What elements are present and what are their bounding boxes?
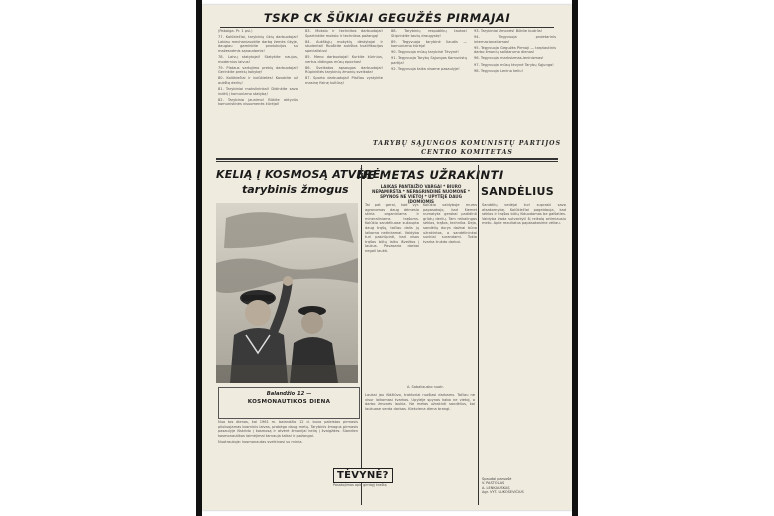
masthead-title: TSKP CK ŠŪKIAI GEGUŽĖS PIRMAJAI <box>263 11 511 25</box>
article-main-column-3: Laukai jau išdžiūvo, traktoriai ruošiasi darbams. Tačiau ne visur laikomasi tvarkos. Upytėje spynos kabo ne vietoj, o darbo žmonės laukia. Ne metas užrakinti sandėlius, kai laukuose verda darbas. Kiekviena diena brangi. <box>365 393 475 411</box>
slogans-column-2: 83. Mokslo ir technikos darbuotojai! Spartinkite mokslo ir technikos pažangą! 84. Aukštųjų mokyklų dėstytojai ir studentai! Ruoškite aukštos kvalifikacijos specialistus! 85. Meno darbuotojai! Kurkite kūrinius, vertus didingos mūsų epochos! 86. Sveikatos apsaugos darbuotojai! Rūpinkitės tarybinių žmonių sveikata! 87. Sporto darbuotojai! Plačiau vystykite masinę fizinę kultūrą! <box>305 29 383 85</box>
article-footer: Spaudai paruošė V. PASTOLAS A. LENKAUSKAS Agr. VYT. LUKOŠEVIČIUS <box>482 477 524 495</box>
masthead-rule <box>220 27 554 28</box>
article-left-headline: KELIĄ Į KOSMOSĄ ATVĖRĖ <box>216 168 381 181</box>
tevyne-heading: TĖVYNĖ? <box>333 468 393 483</box>
article-main-headline: NE METAS UŽRAKINTI <box>357 168 504 182</box>
article-main-column-2: Kolūkio valdyboje mums papasakojo, kad šiemet numatyta gerokai padidinti grūdų derlių. Tam reikalingos sėklos, trąšos, technika. Deja, sandėlių durys dažnai būna užrakintos, o sandėlininkai sunkiai surandami. Tokia tvarka trukdo darbui. <box>423 203 477 244</box>
photo-caption-box <box>218 387 360 419</box>
caption-date: Balandžio 12 — <box>266 391 312 397</box>
column-rule-2 <box>478 165 479 505</box>
section-divider <box>216 158 558 160</box>
signature-line-1: TARYBŲ SĄJUNGOS KOMUNISTŲ PARTIJOS <box>372 140 562 147</box>
article-main-column-4: Sandėlių vedėjai turi suprasti savo atsakomybę. Kolūkiečiai pageidauja, kad sėklos ir trąšos būtų išduodamos be gaišaties. Valdyba žada sutvarkyti šį reikalą artimiausiu metu. Apie rezultatus papasakosime vėliau. <box>482 203 566 226</box>
article-main-headline-tail: SANDĖLIUS <box>481 185 554 198</box>
cosmonaut-photo <box>216 203 358 383</box>
article-main-column-1: Tai pat gerai, kad vyr. agronomas daug dėmesio skiria organiniams ir mineraliniams trąšoms. Kolūkio sandėliuose sukaupta daug trąšų, tačiau dalis jų laikoma netinkamai. Valdyba turi pasirūpinti, kad visos trąšos būtų laiku išvežtos į laukus. Pavasario darbai negali laukti. <box>365 203 419 253</box>
caption-title: KOSMONAUTIKOS DIENA <box>247 399 331 405</box>
page-edge-right <box>572 0 578 516</box>
slogans-column-3: 88. Tarybinių respublikų tautos! Stiprinkite tautų draugystę! 89. Tegyvuoja tarybinė liaudis — komunizmo kūrėja! 90. Tegyvuoja mūsų tarybinė Tėvynė! 91. Tegyvuoja Tarybų Sąjungos Komunistų partija! 92. Tegyvuoja taika visame pasaulyje! <box>391 29 467 72</box>
newspaper-page <box>202 5 572 510</box>
slogans-column-1: (Pabaiga. Pr. 1 psl.) 77. Kolūkiečiai, tarybinių ūkių darbuotojai! Labiau mechanizuokite darbą žemės ūkyje, daugiau gaminkite produkcijos su mažesnėmis sąnaudomis! 78. Laivų statytojai! Statykite naujus, modernius laivus! 79. Plataus vartojimo prekių darbuotojai! Gerinkite prekių kokybę! 80. Kolūkiečiai ir kolūkietės! Kovokite už aukštą derlių! 81. Tarybiniai mokslininkai! Didinkite savo indėlį į komunizmo statybą! 82. Tarybinio jaunimo! Būkite aktyvūs komunistinės visuomenės kūrėjai! <box>218 29 298 107</box>
article-left-subheadline: tarybinis žmogus <box>242 183 349 196</box>
section-divider-thin <box>216 161 558 162</box>
photo-credit: A. Sabaliausko nuotr. <box>407 385 444 389</box>
signature-line-2: CENTRO KOMITETAS <box>421 149 513 156</box>
slogans-column-4: 93. Tarybiniai žmonės! Būkite budrūs! 94. Tegyvuoja proletarinis internacionalizmas! 95. Tegyvuoja Gegužės Pirmoji — tarptautinis darbo žmonių solidarumo dienos! 96. Tegyvuoja marksizmas-leninizmas! 97. Tegyvuoja mūsų tėvynė Tarybų Sąjunga! 98. Tegyvuoja Lenino keliu! <box>474 29 556 73</box>
article-main-lead: LAIKAS PANTAIŽIO VARGAI * BIURO NEPAMIRŠTA * NEPAGRINDINĖ NUOMONĖ * SPYNOS NE VIETOJ * UPYTĖJE DAUG ĮDOMIOMIS <box>372 184 470 204</box>
article-left-body: Nuo tos dienos, kai 1961 m. balandžio 12 d. buvo paleistas pirmasis pilotuojamas kosminis laivas, prabėgo daug metų. Tarybinis žmogus pirmasis pasaulyje išskrido į kosmosą ir atvėrė žmonijai kelią į žvaigždes. Šiandien kosmonautikos laimėjimai tarnauja taikai ir pažangai. Nuotraukoje: kosmonautas sveikinasi su minia. <box>218 420 358 444</box>
cosmonaut-photo-drawing <box>216 203 358 383</box>
column-rule-1 <box>361 165 362 505</box>
tevyne-subtitle: Pasakojimas apie gimtąjį kraštą <box>333 483 387 487</box>
